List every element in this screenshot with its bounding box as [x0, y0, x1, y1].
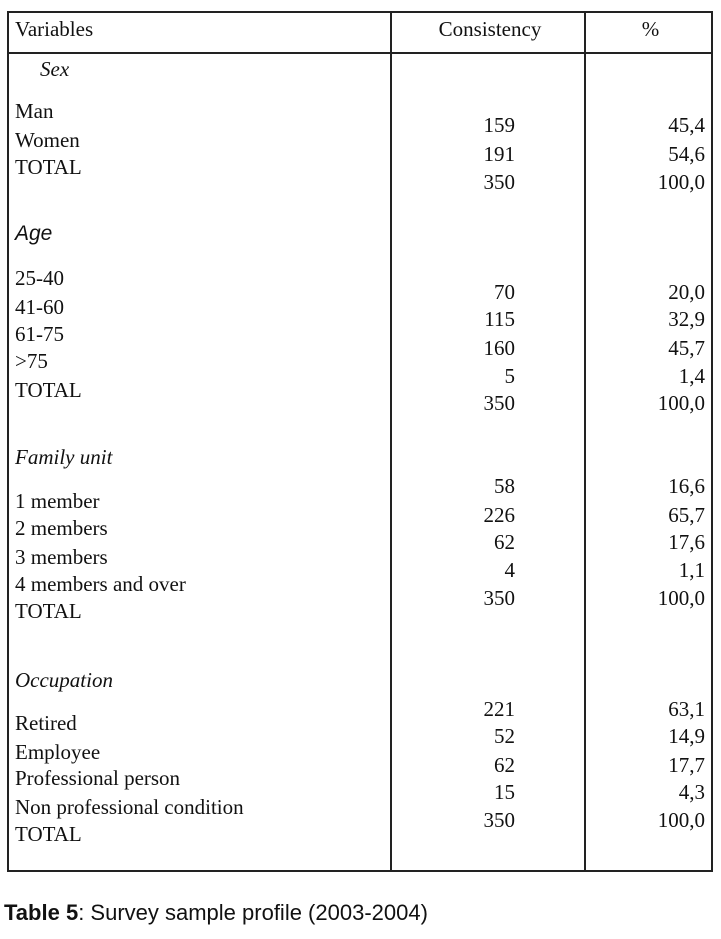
row-percent: 20,0	[668, 280, 705, 304]
row-percent: 45,4	[668, 113, 705, 137]
row-percent: 63,1	[668, 697, 705, 721]
row-value: 350	[483, 391, 515, 415]
row-percent: 1,4	[678, 364, 705, 388]
row-value: 70	[494, 280, 515, 304]
caption-label: Table 5	[4, 900, 79, 925]
row-value: 221	[483, 697, 515, 721]
row-percent: 100,0	[657, 391, 705, 415]
caption-text: : Survey sample profile (2003-2004)	[78, 900, 428, 925]
row-value: 160	[483, 336, 515, 360]
row-value: 15	[494, 780, 515, 804]
header-divider	[9, 52, 711, 54]
row-percent: 100,0	[657, 170, 705, 194]
row-label: >75	[15, 349, 48, 373]
column-divider-1	[390, 13, 392, 870]
row-percent: 54,6	[668, 142, 705, 166]
row-label: Women	[15, 128, 80, 152]
row-label: Non professional condition	[15, 795, 244, 819]
row-label: 4 members and over	[15, 572, 186, 596]
header-variables: Variables	[15, 17, 94, 41]
row-value: 62	[494, 530, 515, 554]
row-value: 58	[494, 474, 515, 498]
section-title-age: Age	[15, 222, 53, 245]
row-label: 3 members	[15, 545, 108, 569]
row-percent: 45,7	[668, 336, 705, 360]
section-title-occupation: Occupation	[15, 668, 113, 692]
row-label: 41-60	[15, 295, 64, 319]
row-value: 52	[494, 724, 515, 748]
row-percent: 14,9	[668, 724, 705, 748]
row-label: 61-75	[15, 322, 64, 346]
row-value: 5	[504, 364, 515, 388]
row-label: Employee	[15, 740, 101, 764]
section-title-family-unit: Family unit	[15, 445, 113, 469]
row-label: Man	[15, 99, 54, 123]
row-label: 25-40	[15, 266, 64, 290]
row-percent: 4,3	[678, 780, 705, 804]
row-value: 62	[494, 753, 515, 777]
row-label: TOTAL	[15, 599, 82, 623]
header-percent: %	[641, 17, 660, 41]
row-value: 115	[484, 307, 515, 331]
row-label: 2 members	[15, 516, 108, 540]
row-value: 226	[483, 503, 515, 527]
row-value: 350	[483, 170, 515, 194]
column-divider-2	[584, 13, 586, 870]
row-label: TOTAL	[15, 378, 82, 402]
survey-profile-table	[7, 11, 713, 872]
row-percent: 16,6	[668, 474, 705, 498]
table-caption	[4, 900, 428, 926]
row-label: 1 member	[15, 489, 100, 513]
header-consistency: Consistency	[438, 17, 542, 41]
row-percent: 32,9	[668, 307, 705, 331]
row-value: 350	[483, 586, 515, 610]
section-title-sex: Sex	[40, 57, 70, 81]
row-value: 191	[483, 142, 515, 166]
row-percent: 1,1	[678, 558, 705, 582]
row-percent: 17,7	[668, 753, 705, 777]
row-label: Professional person	[15, 766, 181, 790]
row-label: TOTAL	[15, 822, 82, 846]
row-percent: 65,7	[668, 503, 705, 527]
row-percent: 100,0	[657, 808, 705, 832]
row-value: 4	[504, 558, 515, 582]
row-label: TOTAL	[15, 155, 82, 179]
row-value: 159	[483, 113, 515, 137]
row-percent: 17,6	[668, 530, 705, 554]
row-value: 350	[483, 808, 515, 832]
row-label: Retired	[15, 711, 77, 735]
row-percent: 100,0	[657, 586, 705, 610]
